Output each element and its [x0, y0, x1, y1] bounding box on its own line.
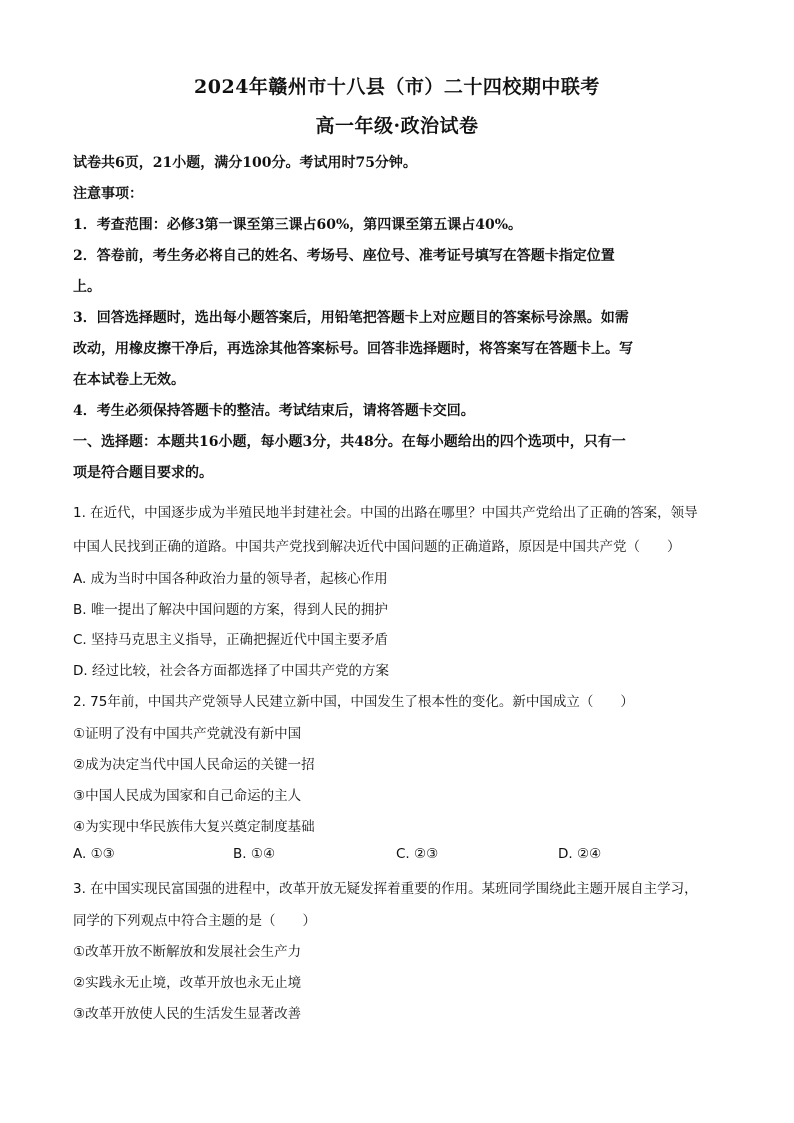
notice-item: 在本试卷上无效。 — [73, 372, 185, 388]
statement-item: ①证明了没有中国共产党就没有新中国 — [73, 726, 302, 742]
notice-item: 1．考查范围：必修3第一课至第三课占60%，第四课至第五课占40%。 — [73, 217, 523, 233]
statement-item: ①改革开放不断解放和发展社会生产力 — [73, 944, 302, 960]
choice-option: B. ①④ — [233, 846, 276, 862]
answer-option: A. 成为当时中国各种政治力量的领导者，起核心作用 — [73, 571, 388, 587]
choice-option: D. ②④ — [558, 846, 602, 862]
choice-option: A. ①③ — [73, 846, 115, 862]
answer-option: B. 唯一提出了解决中国问题的方案，得到人民的拥护 — [73, 602, 388, 618]
notice-item: 4．考生必须保持答题卡的整洁。考试结束后，请将答题卡交回。 — [73, 403, 475, 419]
notice-item: 改动，用橡皮擦干净后，再选涂其他答案标号。回答非选择题时，将答案写在答题卡上。写 — [73, 341, 633, 357]
notice-item: 2．答卷前，考生务必将自己的姓名、考场号、座位号、准考证号填写在答题卡指定位置 — [73, 248, 615, 264]
exam-subtitle: 高一年级·政治试卷 — [315, 115, 479, 137]
exam-summary: 试卷共6页，21小题，满分100分。考试用时75分钟。 — [73, 155, 417, 171]
statement-item: ③中国人民成为国家和自己命运的主人 — [73, 788, 302, 804]
statement-item: ②实践永无止境，改革开放也永无止境 — [73, 975, 302, 991]
question-stem: 2. 75年前，中国共产党领导人民建立新中国，中国发生了根本性的变化。新中国成立（ ） — [73, 694, 634, 710]
answer-option: D. 经过比较，社会各方面都选择了中国共产党的方案 — [73, 663, 389, 679]
notice-heading: 注意事项： — [73, 186, 143, 202]
notice-item: 3．回答选择题时，选出每小题答案后，用铅笔把答题卡上对应题目的答案标号涂黑。如需 — [73, 310, 629, 326]
question-stem: 同学的下列观点中符合主题的是（ ） — [73, 913, 316, 929]
answer-option: C. 坚持马克思主义指导，正确把握近代中国主要矛盾 — [73, 632, 389, 648]
statement-item: ③改革开放使人民的生活发生显著改善 — [73, 1006, 302, 1022]
choice-option: C. ②③ — [396, 846, 439, 862]
statement-item: ②成为决定当代中国人民命运的关键一招 — [73, 757, 315, 773]
statement-item: ④为实现中华民族伟大复兴奠定制度基础 — [73, 819, 315, 835]
notice-item: 上。 — [73, 279, 101, 295]
question-stem: 中国人民找到正确的道路。中国共产党找到解决近代中国问题的正确道路，原因是中国共产党（ ） — [73, 539, 681, 555]
question-stem: 3. 在中国实现民富国强的进程中，改革开放无疑发挥着重要的作用。某班同学围绕此主题开展自主学习， — [73, 881, 698, 897]
question-stem: 1. 在近代，中国逐步成为半殖民地半封建社会。中国的出路在哪里？中国共产党给出了正确的答案，领导 — [73, 505, 698, 521]
exam-title: 2024年赣州市十八县（市）二十四校期中联考 — [194, 76, 600, 98]
section-heading: 一、选择题：本题共16小题，每小题3分，共48分。在每小题给出的四个选项中，只有一 — [73, 434, 626, 450]
section-heading: 项是符合题目要求的。 — [73, 465, 213, 481]
